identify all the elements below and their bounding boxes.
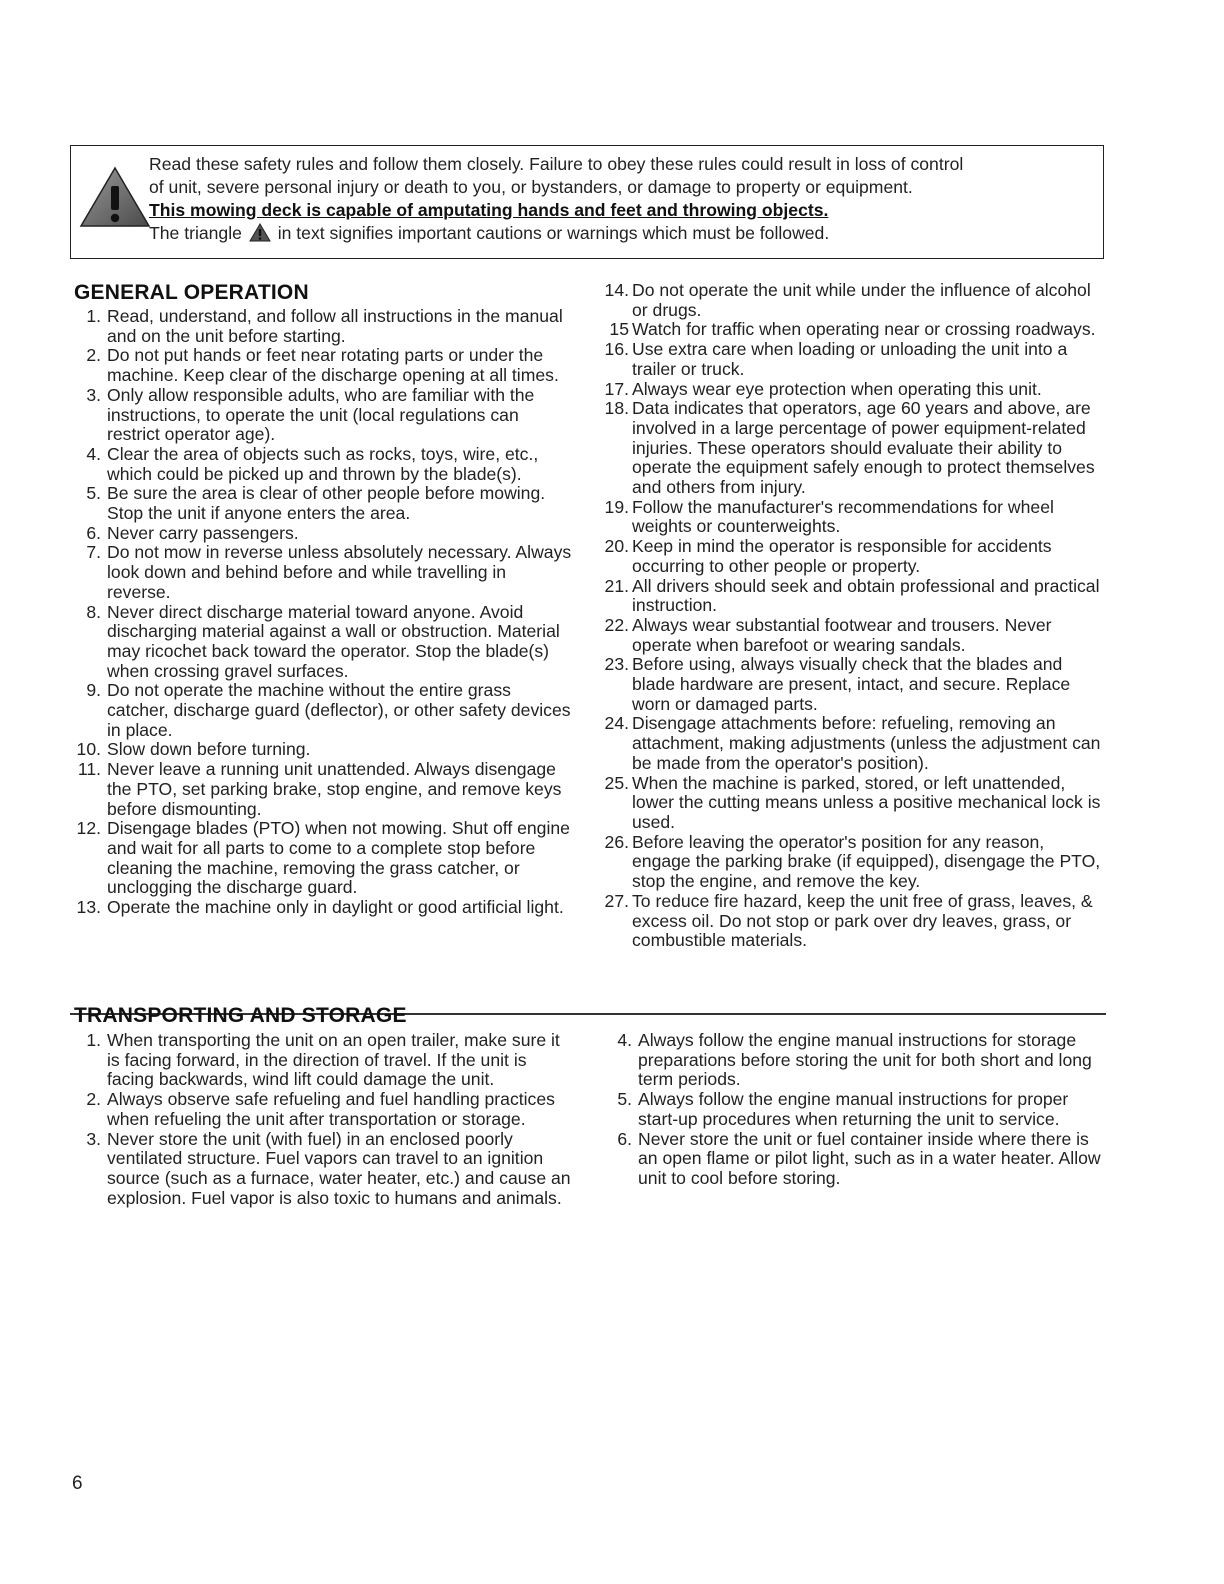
item-number: 13.	[76, 897, 101, 918]
item-text: Be sure the area is clear of other people before mowing. Stop the unit if anyone enters the area.	[107, 483, 546, 524]
transporting-right-list	[605, 1031, 1102, 1189]
item-number: 5.	[86, 483, 101, 504]
item-number: 16.	[604, 339, 629, 360]
triangle-note-after: in text signifies important cautions or warnings which must be followed.	[277, 223, 830, 243]
item-text: Before leaving the operator's position for any reason, engage the parking brake (if equipped), disengage the PTO, stop the engine, and remove the key.	[632, 831, 1101, 892]
item-number: 24.	[604, 713, 629, 734]
item-number: 2.	[86, 345, 101, 366]
item-text: Keep in mind the operator is responsible for accidents occurring to other people or property.	[632, 536, 1052, 576]
item-text: Never store the unit or fuel container inside where there is an open flame or pilot light, such as in a water heater. Allow unit to cool before storing.	[638, 1128, 1101, 1188]
item-text: Always observe safe refueling and fuel handling practices when refueling the unit after transportation or storage.	[107, 1089, 555, 1129]
list-item	[74, 681, 574, 740]
item-text: Disengage attachments before: refueling, removing an attachment, making adjustments (unless the adjustment can be made from the operator's position).	[632, 713, 1101, 773]
item-text: Always wear substantial footwear and trousers. Never operate when barefoot or wearing sandals.	[632, 614, 1052, 655]
item-number: 18.	[604, 398, 629, 419]
page-number: 6	[72, 1473, 83, 1494]
warning-triangle-icon	[79, 166, 151, 228]
item-text: Always follow the engine manual instructions for storage preparations before storing the unit for both short and long term periods.	[638, 1030, 1092, 1090]
list-item	[599, 380, 1106, 400]
item-number: 15	[609, 319, 629, 340]
list-item	[599, 892, 1106, 951]
item-text: To reduce fire hazard, keep the unit free of grass, leaves, & excess oil. Do not stop or park over dry leaves, grass, or combustible materials.	[632, 890, 1093, 951]
item-text: Clear the area of objects such as rocks, toys, wire, etc., which could be picked up and thrown by the blade(s).	[107, 443, 539, 484]
item-number: 2.	[86, 1089, 101, 1110]
item-text: Never store the unit (with fuel) in an enclosed poorly ventilated structure. Fuel vapors can travel to an ignition source (such as a furnace, water heater, etc.) and cause an explosion. Fuel vapor is also toxic to humans and animals.	[107, 1128, 571, 1208]
list-item	[74, 1031, 574, 1090]
warning-triangle-note	[149, 222, 1091, 245]
general-operation-title: GENERAL OPERATION	[74, 281, 309, 304]
transporting-storage-title: TRANSPORTING AND STORAGE	[74, 1004, 407, 1027]
item-text: Data indicates that operators, age 60 years and above, are involved in a large percentage of power equipment-related injuries. These operators should evaluate their ability to operate the equipment safely enough to protect themselves and others from injury.	[632, 398, 1095, 498]
item-number: 26.	[604, 831, 629, 852]
item-text: Do not operate the unit while under the influence of alcohol or drugs.	[632, 280, 1091, 320]
item-number: 22.	[604, 614, 629, 635]
list-item	[599, 616, 1106, 655]
item-text: Operate the machine only in daylight or good artificial light.	[107, 897, 564, 918]
item-text: Never leave a running unit unattended. Always disengage the PTO, set parking brake, stop engine, and remove keys before dismounting.	[107, 759, 562, 819]
warning-emphasis: This mowing deck is capable of amputating hands and feet and throwing objects.	[149, 200, 829, 220]
item-number: 3.	[86, 1128, 101, 1149]
item-text: Do not mow in reverse unless absolutely necessary. Always look down and behind before and while travelling in reverse.	[107, 542, 572, 602]
item-number: 5.	[617, 1089, 632, 1110]
list-item	[599, 399, 1106, 498]
item-text: Never carry passengers.	[107, 522, 299, 543]
item-number: 20.	[604, 536, 629, 557]
item-number: 17.	[604, 378, 629, 399]
item-text: When transporting the unit on an open trailer, make sure it is facing forward, in the direction of travel. If the unit is facing backwards, wind lift could damage the unit.	[107, 1030, 560, 1090]
list-item	[74, 740, 574, 760]
warning-line-2: of unit, severe personal injury or death to you, or bystanders, or damage to property or equipment.	[149, 177, 913, 197]
item-number: 21.	[604, 575, 629, 596]
item-number: 7.	[86, 542, 101, 563]
list-item	[599, 281, 1106, 320]
item-text: When the machine is parked, stored, or left unattended, lower the cutting means unless a positive mechanical lock is used.	[632, 772, 1101, 832]
list-item	[605, 1090, 1102, 1129]
item-number: 8.	[86, 601, 101, 622]
list-item	[74, 603, 574, 682]
list-item	[599, 320, 1106, 340]
item-text: All drivers should seek and obtain professional and practical instruction.	[632, 575, 1100, 616]
item-text: Disengage blades (PTO) when not mowing. Shut off engine and wait for all parts to come to a complete stop before cleaning the machine, removing the grass catcher, or unclogging the discharge guard.	[107, 818, 570, 898]
list-item	[599, 537, 1106, 576]
list-item	[599, 714, 1106, 773]
item-number: 6.	[86, 522, 101, 543]
list-item	[74, 543, 574, 602]
warning-line-1: Read these safety rules and follow them closely. Failure to obey these rules could result in loss of control	[149, 154, 964, 174]
item-text: Only allow responsible adults, who are familiar with the instructions, to operate the unit (local regulations can restrict operator age).	[107, 384, 535, 445]
item-text: Before using, always visually check that the blades and blade hardware are present, intact, and secure. Replace worn or damaged parts.	[632, 654, 1071, 714]
item-number: 1.	[86, 1030, 101, 1050]
list-item	[599, 833, 1106, 892]
safety-warning-box	[70, 145, 1104, 259]
item-number: 4.	[617, 1030, 632, 1050]
item-text: Always wear eye protection when operating this unit.	[632, 378, 1042, 399]
item-number: 19.	[604, 496, 629, 517]
inline-warning-triangle-icon	[249, 223, 271, 242]
item-number: 12.	[76, 818, 101, 839]
item-text: Watch for traffic when operating near or crossing roadways.	[632, 319, 1096, 340]
general-operation-left-list	[74, 307, 574, 918]
item-number: 1.	[86, 306, 101, 326]
list-item	[74, 1090, 574, 1129]
triangle-note-before: The triangle	[149, 223, 242, 243]
list-item	[74, 760, 574, 819]
list-item	[74, 1130, 574, 1209]
item-text: Never direct discharge material toward anyone. Avoid discharging material against a wall or obstruction. Material may ricochet back toward the operator. Stop the blade(s) when crossing gravel surfaces.	[107, 601, 560, 681]
item-number: 6.	[617, 1128, 632, 1149]
item-text: Read, understand, and follow all instructions in the manual and on the unit before starting.	[107, 306, 563, 346]
list-item	[605, 1031, 1102, 1090]
general-operation-right-list	[599, 281, 1106, 951]
item-text: Do not put hands or feet near rotating parts or under the machine. Keep clear of the discharge opening at all times.	[107, 345, 559, 386]
item-number: 11.	[77, 759, 101, 780]
list-item	[74, 484, 574, 523]
list-item	[599, 498, 1106, 537]
list-item	[599, 655, 1106, 714]
item-number: 9.	[86, 680, 101, 701]
list-item	[599, 340, 1106, 379]
list-item	[74, 307, 574, 346]
item-number: 3.	[86, 384, 101, 405]
warning-text	[149, 153, 1091, 245]
list-item	[599, 577, 1106, 616]
transporting-left-list	[74, 1031, 574, 1208]
item-text: Follow the manufacturer's recommendations for wheel weights or counterweights.	[632, 496, 1054, 537]
list-item	[605, 1130, 1102, 1189]
item-text: Always follow the engine manual instructions for proper start-up procedures when returning the unit to service.	[638, 1089, 1069, 1129]
item-text: Use extra care when loading or unloading the unit into a trailer or truck.	[632, 339, 1068, 379]
item-text: Do not operate the machine without the entire grass catcher, discharge guard (deflector), or other safety devices in place.	[107, 680, 571, 740]
item-number: 25.	[604, 772, 629, 793]
item-number: 27.	[604, 890, 629, 911]
list-item	[599, 774, 1106, 833]
item-number: 14.	[604, 280, 629, 300]
list-item	[74, 898, 574, 918]
item-number: 10.	[76, 739, 101, 760]
list-item	[74, 524, 574, 544]
list-item	[74, 445, 574, 484]
list-item	[74, 819, 574, 898]
item-number: 4.	[86, 443, 101, 464]
item-number: 23.	[604, 654, 629, 675]
item-text: Slow down before turning.	[107, 739, 311, 760]
list-item	[74, 386, 574, 445]
list-item	[74, 346, 574, 385]
